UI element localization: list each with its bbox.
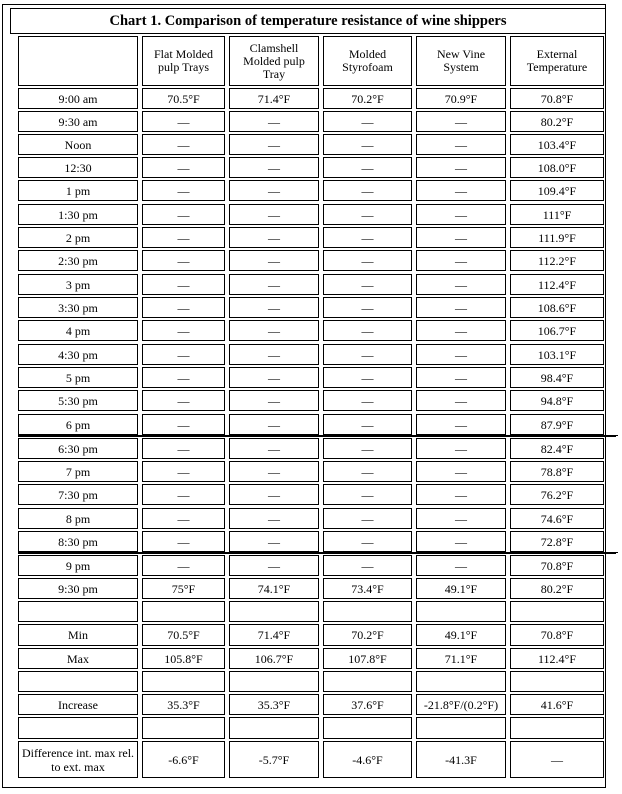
row-label: 8:30 pm	[18, 531, 138, 552]
table-cell: 103.1°F	[510, 344, 604, 365]
table-cell: 82.4°F	[510, 438, 604, 459]
table-cell: —	[142, 414, 225, 435]
table-cell: —	[142, 250, 225, 271]
table-cell: 112.4°F	[510, 648, 604, 669]
table-cell: —	[229, 344, 319, 365]
table-cell	[510, 717, 604, 739]
table-cell	[416, 671, 506, 692]
table-cell: —	[229, 204, 319, 225]
table-cell: —	[229, 508, 319, 529]
table-cell: 112.4°F	[510, 274, 604, 295]
table-cell: 105.8°F	[142, 648, 225, 669]
table-cell: —	[323, 227, 412, 248]
table-cell: -21.8°F/(0.2°F)	[416, 694, 506, 715]
table-cell: 37.6°F	[323, 694, 412, 715]
row-label: Difference int. max rel. to ext. max	[18, 741, 138, 778]
table-cell: —	[416, 438, 506, 459]
table-cell: 41.6°F	[510, 694, 604, 715]
table-cell	[323, 717, 412, 739]
row-label: 3:30 pm	[18, 297, 138, 318]
table-cell: —	[142, 438, 225, 459]
row-label: 6 pm	[18, 414, 138, 435]
table-cell: —	[416, 157, 506, 178]
table-cell: 71.1°F	[416, 648, 506, 669]
table-cell: 73.4°F	[323, 578, 412, 599]
column-header-new-vine-system: New Vine System	[416, 36, 506, 86]
table-cell: -5.7°F	[229, 741, 319, 778]
table-cell: —	[416, 531, 506, 552]
table-cell: —	[323, 438, 412, 459]
table-cell: 49.1°F	[416, 624, 506, 646]
table-cell: 111°F	[510, 204, 604, 225]
chart-title: Chart 1. Comparison of temperature resistance of wine shippers	[10, 8, 606, 34]
column-header-flat-molded-pulp-trays: Flat Molded pulp Trays	[142, 36, 225, 86]
table-cell: —	[323, 320, 412, 341]
table-cell: —	[142, 390, 225, 411]
table-cell: —	[229, 274, 319, 295]
table-cell: —	[142, 157, 225, 178]
table-cell: —	[229, 227, 319, 248]
table-cell: —	[416, 484, 506, 505]
row-label: 9:00 am	[18, 88, 138, 109]
table-cell: 106.7°F	[510, 320, 604, 341]
table-cell	[510, 601, 604, 622]
table-cell: —	[323, 508, 412, 529]
table-cell: —	[142, 134, 225, 155]
table-cell: —	[323, 344, 412, 365]
table-cell	[142, 671, 225, 692]
row-label: 7:30 pm	[18, 484, 138, 505]
row-label: 7 pm	[18, 461, 138, 482]
table-cell	[323, 671, 412, 692]
table-cell: 87.9°F	[510, 414, 604, 435]
table-cell: 70.2°F	[323, 88, 412, 109]
table-cell: 72.8°F	[510, 531, 604, 552]
row-label: 9:30 am	[18, 111, 138, 132]
table-cell: —	[142, 320, 225, 341]
table-cell: -41.3F	[416, 741, 506, 778]
row-separator-line	[18, 435, 616, 437]
table-cell: —	[416, 390, 506, 411]
table-cell: —	[323, 531, 412, 552]
row-label: 9:30 pm	[18, 578, 138, 599]
separator-tick	[606, 435, 618, 436]
table-cell: 70.8°F	[510, 624, 604, 646]
table-cell: —	[416, 367, 506, 388]
table-cell: —	[416, 508, 506, 529]
table-cell: 80.2°F	[510, 578, 604, 599]
table-cell: 70.2°F	[323, 624, 412, 646]
row-label: 5:30 pm	[18, 390, 138, 411]
table-cell: —	[323, 157, 412, 178]
table-cell: —	[229, 134, 319, 155]
table-cell	[323, 601, 412, 622]
row-label: 2 pm	[18, 227, 138, 248]
table-cell: —	[229, 180, 319, 201]
row-label: 1:30 pm	[18, 204, 138, 225]
table-cell: 80.2°F	[510, 111, 604, 132]
table-cell: —	[142, 274, 225, 295]
table-cell: —	[510, 741, 604, 778]
table-cell: —	[229, 320, 319, 341]
table-cell: 76.2°F	[510, 484, 604, 505]
table-cell: —	[416, 274, 506, 295]
table-cell	[142, 601, 225, 622]
table-cell: —	[142, 297, 225, 318]
table-cell	[142, 717, 225, 739]
table-cell: —	[229, 367, 319, 388]
table-cell: 74.1°F	[229, 578, 319, 599]
table-cell: 112.2°F	[510, 250, 604, 271]
table-cell: —	[142, 484, 225, 505]
column-header-external-temperature: External Temperature	[510, 36, 604, 86]
table-cell: —	[142, 367, 225, 388]
table-cell: 78.8°F	[510, 461, 604, 482]
table-cell: 109.4°F	[510, 180, 604, 201]
row-label: 6:30 pm	[18, 438, 138, 459]
table-cell: —	[323, 414, 412, 435]
table-cell: —	[323, 461, 412, 482]
table-cell: —	[416, 344, 506, 365]
table-cell: —	[323, 555, 412, 576]
row-label	[18, 717, 138, 739]
table-cell: —	[142, 227, 225, 248]
column-header-clamshell-molded-pulp-tray: Clamshell Molded pulp Tray	[229, 36, 319, 86]
table-cell: —	[142, 344, 225, 365]
table-cell: 75°F	[142, 578, 225, 599]
table-cell: 111.9°F	[510, 227, 604, 248]
table-cell: —	[323, 390, 412, 411]
table-cell: —	[416, 204, 506, 225]
table-cell	[229, 601, 319, 622]
row-label	[18, 601, 138, 622]
table-cell: 108.6°F	[510, 297, 604, 318]
table-cell: 98.4°F	[510, 367, 604, 388]
table-cell: 106.7°F	[229, 648, 319, 669]
row-label: 12:30	[18, 157, 138, 178]
table-cell: —	[323, 111, 412, 132]
table-cell	[416, 717, 506, 739]
table-cell: 107.8°F	[323, 648, 412, 669]
table-cell: —	[142, 204, 225, 225]
table-cell: —	[323, 297, 412, 318]
table-cell: —	[229, 250, 319, 271]
row-label: 4:30 pm	[18, 344, 138, 365]
row-label: 8 pm	[18, 508, 138, 529]
table-cell: 70.9°F	[416, 88, 506, 109]
table-cell: —	[229, 157, 319, 178]
table-cell: —	[416, 134, 506, 155]
row-label: 1 pm	[18, 180, 138, 201]
table-cell: —	[229, 414, 319, 435]
table-cell: 71.4°F	[229, 624, 319, 646]
table-cell: —	[142, 461, 225, 482]
row-label: 2:30 pm	[18, 250, 138, 271]
row-separator-line	[18, 552, 616, 554]
table-cell: 70.5°F	[142, 88, 225, 109]
table-cell	[229, 671, 319, 692]
table-cell: —	[416, 111, 506, 132]
table-cell: —	[229, 484, 319, 505]
row-label: 5 pm	[18, 367, 138, 388]
table-cell: —	[416, 180, 506, 201]
table-cell	[229, 717, 319, 739]
table-cell: —	[323, 180, 412, 201]
separator-tick	[606, 552, 618, 553]
table-cell: 70.8°F	[510, 555, 604, 576]
column-header-molded-styrofoam: Molded Styrofoam	[323, 36, 412, 86]
table-cell: —	[229, 390, 319, 411]
row-label: 9 pm	[18, 555, 138, 576]
row-label: Noon	[18, 134, 138, 155]
table-cell: —	[323, 367, 412, 388]
table-cell: 49.1°F	[416, 578, 506, 599]
table-cell: —	[229, 111, 319, 132]
row-label: Increase	[18, 694, 138, 715]
table-cell: 74.6°F	[510, 508, 604, 529]
table-cell: —	[416, 250, 506, 271]
table-cell: —	[229, 438, 319, 459]
table-cell: —	[142, 180, 225, 201]
table-cell: 70.5°F	[142, 624, 225, 646]
table-cell: —	[229, 461, 319, 482]
table-cell: 71.4°F	[229, 88, 319, 109]
row-label: 3 pm	[18, 274, 138, 295]
table-cell	[510, 671, 604, 692]
table-cell: —	[142, 531, 225, 552]
table-cell: —	[416, 461, 506, 482]
table-cell: —	[142, 508, 225, 529]
table-cell: —	[142, 111, 225, 132]
row-label: Max	[18, 648, 138, 669]
row-label: Min	[18, 624, 138, 646]
table-cell: —	[416, 297, 506, 318]
table-cell: —	[323, 484, 412, 505]
table-cell: 35.3°F	[229, 694, 319, 715]
row-label: 4 pm	[18, 320, 138, 341]
table-cell: 103.4°F	[510, 134, 604, 155]
table-cell: -6.6°F	[142, 741, 225, 778]
table-cell: —	[229, 555, 319, 576]
table-cell: —	[416, 227, 506, 248]
table-cell: —	[323, 274, 412, 295]
table-cell: —	[416, 320, 506, 341]
table-cell: —	[416, 414, 506, 435]
table-cell: -4.6°F	[323, 741, 412, 778]
table-cell: —	[323, 134, 412, 155]
table-cell: 35.3°F	[142, 694, 225, 715]
table-cell: 108.0°F	[510, 157, 604, 178]
table-cell: —	[229, 531, 319, 552]
table-cell: —	[142, 555, 225, 576]
table-cell	[416, 601, 506, 622]
table-cell: 94.8°F	[510, 390, 604, 411]
table-cell: —	[323, 250, 412, 271]
table-cell: —	[416, 555, 506, 576]
table-cell: —	[323, 204, 412, 225]
table-cell: 70.8°F	[510, 88, 604, 109]
table-cell: —	[229, 297, 319, 318]
header-cell-empty	[18, 36, 138, 86]
row-label	[18, 671, 138, 692]
